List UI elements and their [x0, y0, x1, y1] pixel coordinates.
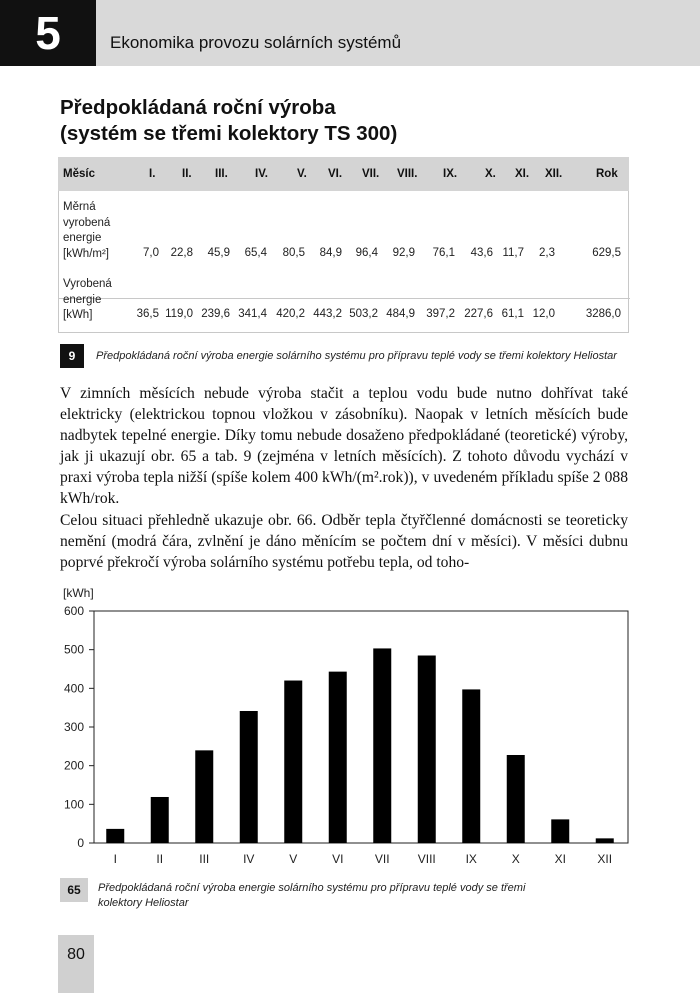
figure-caption-line: kolektory Heliostar — [98, 897, 189, 909]
table-cell: 96,4 — [355, 247, 378, 259]
table-header-cell: XI. — [515, 168, 530, 180]
table-cell: 239,6 — [201, 308, 230, 320]
y-tick-label: 300 — [63, 720, 84, 734]
table-header-cell: Měsíc — [63, 168, 95, 180]
table-cell: 61,1 — [501, 308, 524, 320]
bar — [284, 681, 302, 843]
table-cell: 397,2 — [426, 308, 455, 320]
bar — [373, 648, 391, 843]
bar — [596, 838, 614, 843]
table-caption-text: Předpokládaná roční výroba energie solárního systému pro přípravu teplé vody se třemi kolektory Heliostar — [96, 350, 617, 362]
table-cell: 420,2 — [276, 308, 305, 320]
x-tick-label: X — [511, 852, 520, 866]
table-cell: 84,9 — [319, 247, 342, 259]
chart-x-ticks — [114, 852, 613, 866]
table-cell: 76,1 — [432, 247, 455, 259]
bar — [551, 819, 569, 843]
y-tick-label: 500 — [63, 642, 84, 657]
chapter-title: Ekonomika provozu solárních systémů — [110, 33, 402, 52]
row-label-line: Vyrobená — [63, 278, 112, 290]
x-tick-label: III — [199, 852, 210, 866]
figure-caption-number: 65 — [60, 878, 88, 902]
table-cell: 119,0 — [165, 308, 193, 320]
y-tick-label: 600 — [63, 604, 84, 618]
table-cell: 503,2 — [349, 308, 378, 320]
production-table — [58, 157, 629, 333]
bar — [462, 689, 480, 843]
paragraph: Celou situaci přehledně ukazuje obr. 66. Odběr tepla čtyřčlenné domácnosti se teoreticky nemění (modrá čára, zvlnění je dáno měnícím se počtem dní v měsíci). V měsíci dubnu poprvé překročí výroba solárního systému potřebu tepla, od toho- — [60, 511, 628, 571]
table-header-row — [58, 157, 629, 191]
table-cell: 80,5 — [282, 247, 305, 259]
section-title — [60, 95, 660, 147]
table-cell: 341,4 — [238, 308, 267, 320]
chart-plot-frame — [94, 611, 628, 843]
bar — [151, 797, 169, 843]
bar — [329, 672, 347, 843]
table-cell: 45,9 — [207, 247, 230, 259]
table-header-cell: III. — [215, 168, 228, 180]
figure-caption-line: Předpokládaná roční výroba energie solárního systému pro přípravu teplé vody se třemi — [98, 882, 526, 894]
row-label-line: [kWh] — [63, 309, 93, 321]
x-tick-label: IV — [243, 852, 255, 866]
bar — [195, 750, 213, 843]
x-tick-label: II — [156, 852, 164, 866]
table-cell: 36,5 — [136, 308, 159, 320]
page-number-box — [58, 935, 94, 993]
table-cell: 443,2 — [313, 308, 342, 320]
row-label-line: energie — [63, 232, 102, 244]
chart-y-axis-label: [kWh] — [63, 586, 94, 600]
table-header-cell: Rok — [596, 168, 618, 180]
chapter-number: 5 — [0, 0, 96, 66]
row-label-produced-energy — [63, 277, 112, 324]
production-bar-chart — [0, 576, 700, 876]
chart-y-ticks — [64, 604, 94, 850]
x-tick-label: VI — [332, 852, 344, 866]
figure-caption-text — [98, 881, 618, 911]
x-tick-label: VIII — [417, 852, 436, 866]
row-label-line: Měrná — [63, 201, 96, 213]
table-header-cell: I. — [149, 168, 156, 180]
y-tick-label: 400 — [63, 681, 84, 696]
table-cell: 3286,0 — [585, 308, 621, 320]
x-tick-label: VII — [374, 852, 390, 866]
table-header-cell: II. — [182, 168, 192, 180]
table-cell: 2,3 — [539, 247, 555, 259]
bar — [106, 829, 124, 843]
table-cell: 12,0 — [532, 308, 555, 320]
section-title-line2: (systém se třemi kolektory TS 300) — [60, 122, 398, 145]
table-row-divider — [59, 298, 630, 299]
x-tick-label: XI — [554, 852, 566, 866]
table-cell: 7,0 — [143, 247, 159, 259]
table-cell: 11,7 — [502, 247, 524, 259]
row-label-line: vyrobená — [63, 216, 111, 229]
page-number: 80 — [67, 946, 85, 963]
table-header-cell: VI. — [328, 168, 343, 180]
section-title-line1: Předpokládaná roční výroba — [60, 96, 336, 119]
paragraph: V zimních měsících nebude výroba stačit a teplou vodu bude nutno dohřívat také elektricky (elektrickou topnou vložkou v zásobníku). Naopak v letních měsících bude nadbytek tepelné energie. Díky tomu nebude dosaženo předpokládané (teoretické) výroby, jak ji ukazují obr. 65 a tab. 9 (zejména v letních měsících). Z tohoto důvodu vychází v praxi výroba tepla nižší (spíše kolem 400 kWh/(m².rok)), v uvedeném příkladu spíše 2 088 kWh/rok. — [60, 385, 628, 508]
table-header-cell: V. — [297, 168, 307, 180]
x-tick-label: IX — [465, 852, 477, 866]
bar — [240, 711, 258, 843]
bar — [507, 755, 525, 843]
table-caption-number: 9 — [60, 344, 84, 368]
table-cell: 43,6 — [470, 247, 493, 259]
table-cell: 92,9 — [392, 247, 415, 259]
row-label-line: [kWh/m²] — [63, 247, 109, 260]
body-text — [60, 383, 628, 573]
table-cell: 629,5 — [592, 247, 621, 259]
table-cell: 227,6 — [464, 308, 493, 320]
table-cell: 22,8 — [170, 247, 193, 259]
table-header-cell: IX. — [443, 168, 458, 180]
y-tick-label: 100 — [63, 797, 84, 812]
table-header-cell: IV. — [255, 168, 269, 180]
row-label-line: energie — [63, 293, 102, 306]
table-header-cell: XII. — [545, 168, 563, 180]
table-header-cell: VIII. — [397, 168, 418, 180]
table-cell: 484,9 — [386, 308, 415, 320]
x-tick-label: I — [113, 852, 117, 866]
y-tick-label: 200 — [63, 758, 84, 773]
x-tick-label: XII — [597, 852, 613, 866]
row-label-specific-energy — [63, 200, 110, 262]
table-cell: 65,4 — [244, 247, 267, 259]
chart-bars — [106, 648, 614, 843]
table-header-cell: X. — [485, 168, 496, 180]
table-body — [58, 191, 629, 333]
bar — [418, 656, 436, 843]
table-header-cell: VII. — [362, 168, 380, 180]
x-tick-label: V — [289, 852, 298, 866]
y-tick-label: 0 — [77, 836, 84, 850]
